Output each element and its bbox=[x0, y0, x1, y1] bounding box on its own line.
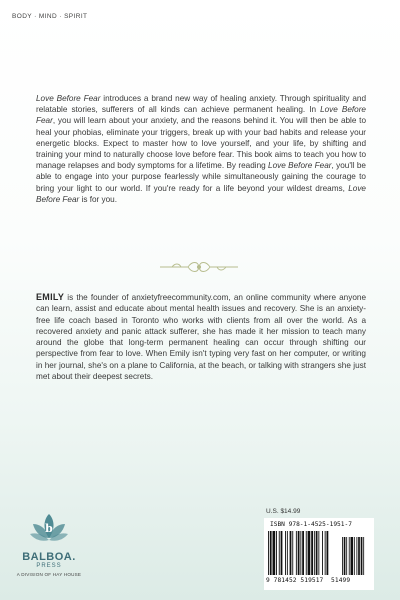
lotus-b-icon bbox=[29, 512, 69, 546]
book-title: Love Before Fear bbox=[36, 94, 101, 103]
publisher-press: PRESS bbox=[36, 563, 62, 569]
barcode-box bbox=[264, 518, 374, 590]
book-title: Love Before Fear bbox=[36, 105, 366, 126]
isbn-label: ISBN 978-1-4525-1951-7 bbox=[270, 521, 352, 528]
book-title: Love Before Fear bbox=[36, 183, 366, 204]
author-bio bbox=[36, 292, 366, 382]
price-label: U.S. $14.99 bbox=[266, 508, 301, 515]
price-addon-digits: 51499 bbox=[331, 577, 351, 584]
publisher-logo bbox=[10, 512, 88, 592]
divider-ornament-icon bbox=[158, 260, 240, 274]
barcode-icon bbox=[268, 531, 370, 577]
author-bio-text: is the founder of anxietyfreecommunity.com, an online community where anyone can learn, assist and educate about mental health issues and recovery. She is an anxiety-free life coach based in Toronto who works with clients from all over the world. As a recovered anxiety and panic attack sufferer, she has made it her mission to teach many around the globe that long-term permanent healing can occur through shifting our perspective from fear to love. When Emily isn't typing very fast on her computer, or writing in her journal, she's on a plane to California, at the beach, or talking with strangers she just met about their deepest secrets. bbox=[36, 293, 366, 382]
book-title: Love Before Fear bbox=[268, 161, 332, 171]
book-description bbox=[36, 93, 366, 205]
publisher-name: BALBOA. bbox=[22, 551, 76, 563]
barcode-digits bbox=[266, 577, 372, 584]
description-paragraph: Love Before Fear introduces a brand new way of healing anxiety. Through spirituality and relatable stories, sufferers of all kinds can achieve permanent healing. In Love Before Fear, you will learn about your anxiety, and the reasons behind it. You will then be able to heal your phobias, eliminate your triggers, break up with your bad habits and release your energetic blocks. Expect to master how to love yourself, and your life, by shifting and training your mind to naturally choose love before fear. This book aims to teach you how to manage relapses and body symptoms for a lifetime. By reading Love Before Fear, you'll be able to engage into your purpose fearlessly while simultaneously gaining the courage to bring your light to our world. If you're ready for a life beyond your wildest dreams, Love Before Fear is for you. bbox=[36, 94, 366, 204]
svg-text:b: b bbox=[45, 522, 53, 535]
ean-digits: 9 781452 519517 bbox=[266, 577, 324, 584]
author-name: EMILY bbox=[36, 292, 65, 302]
category-label: BODY · MIND · SPIRIT bbox=[12, 13, 88, 20]
publisher-division: A DIVISION OF HAY HOUSE bbox=[16, 572, 82, 577]
